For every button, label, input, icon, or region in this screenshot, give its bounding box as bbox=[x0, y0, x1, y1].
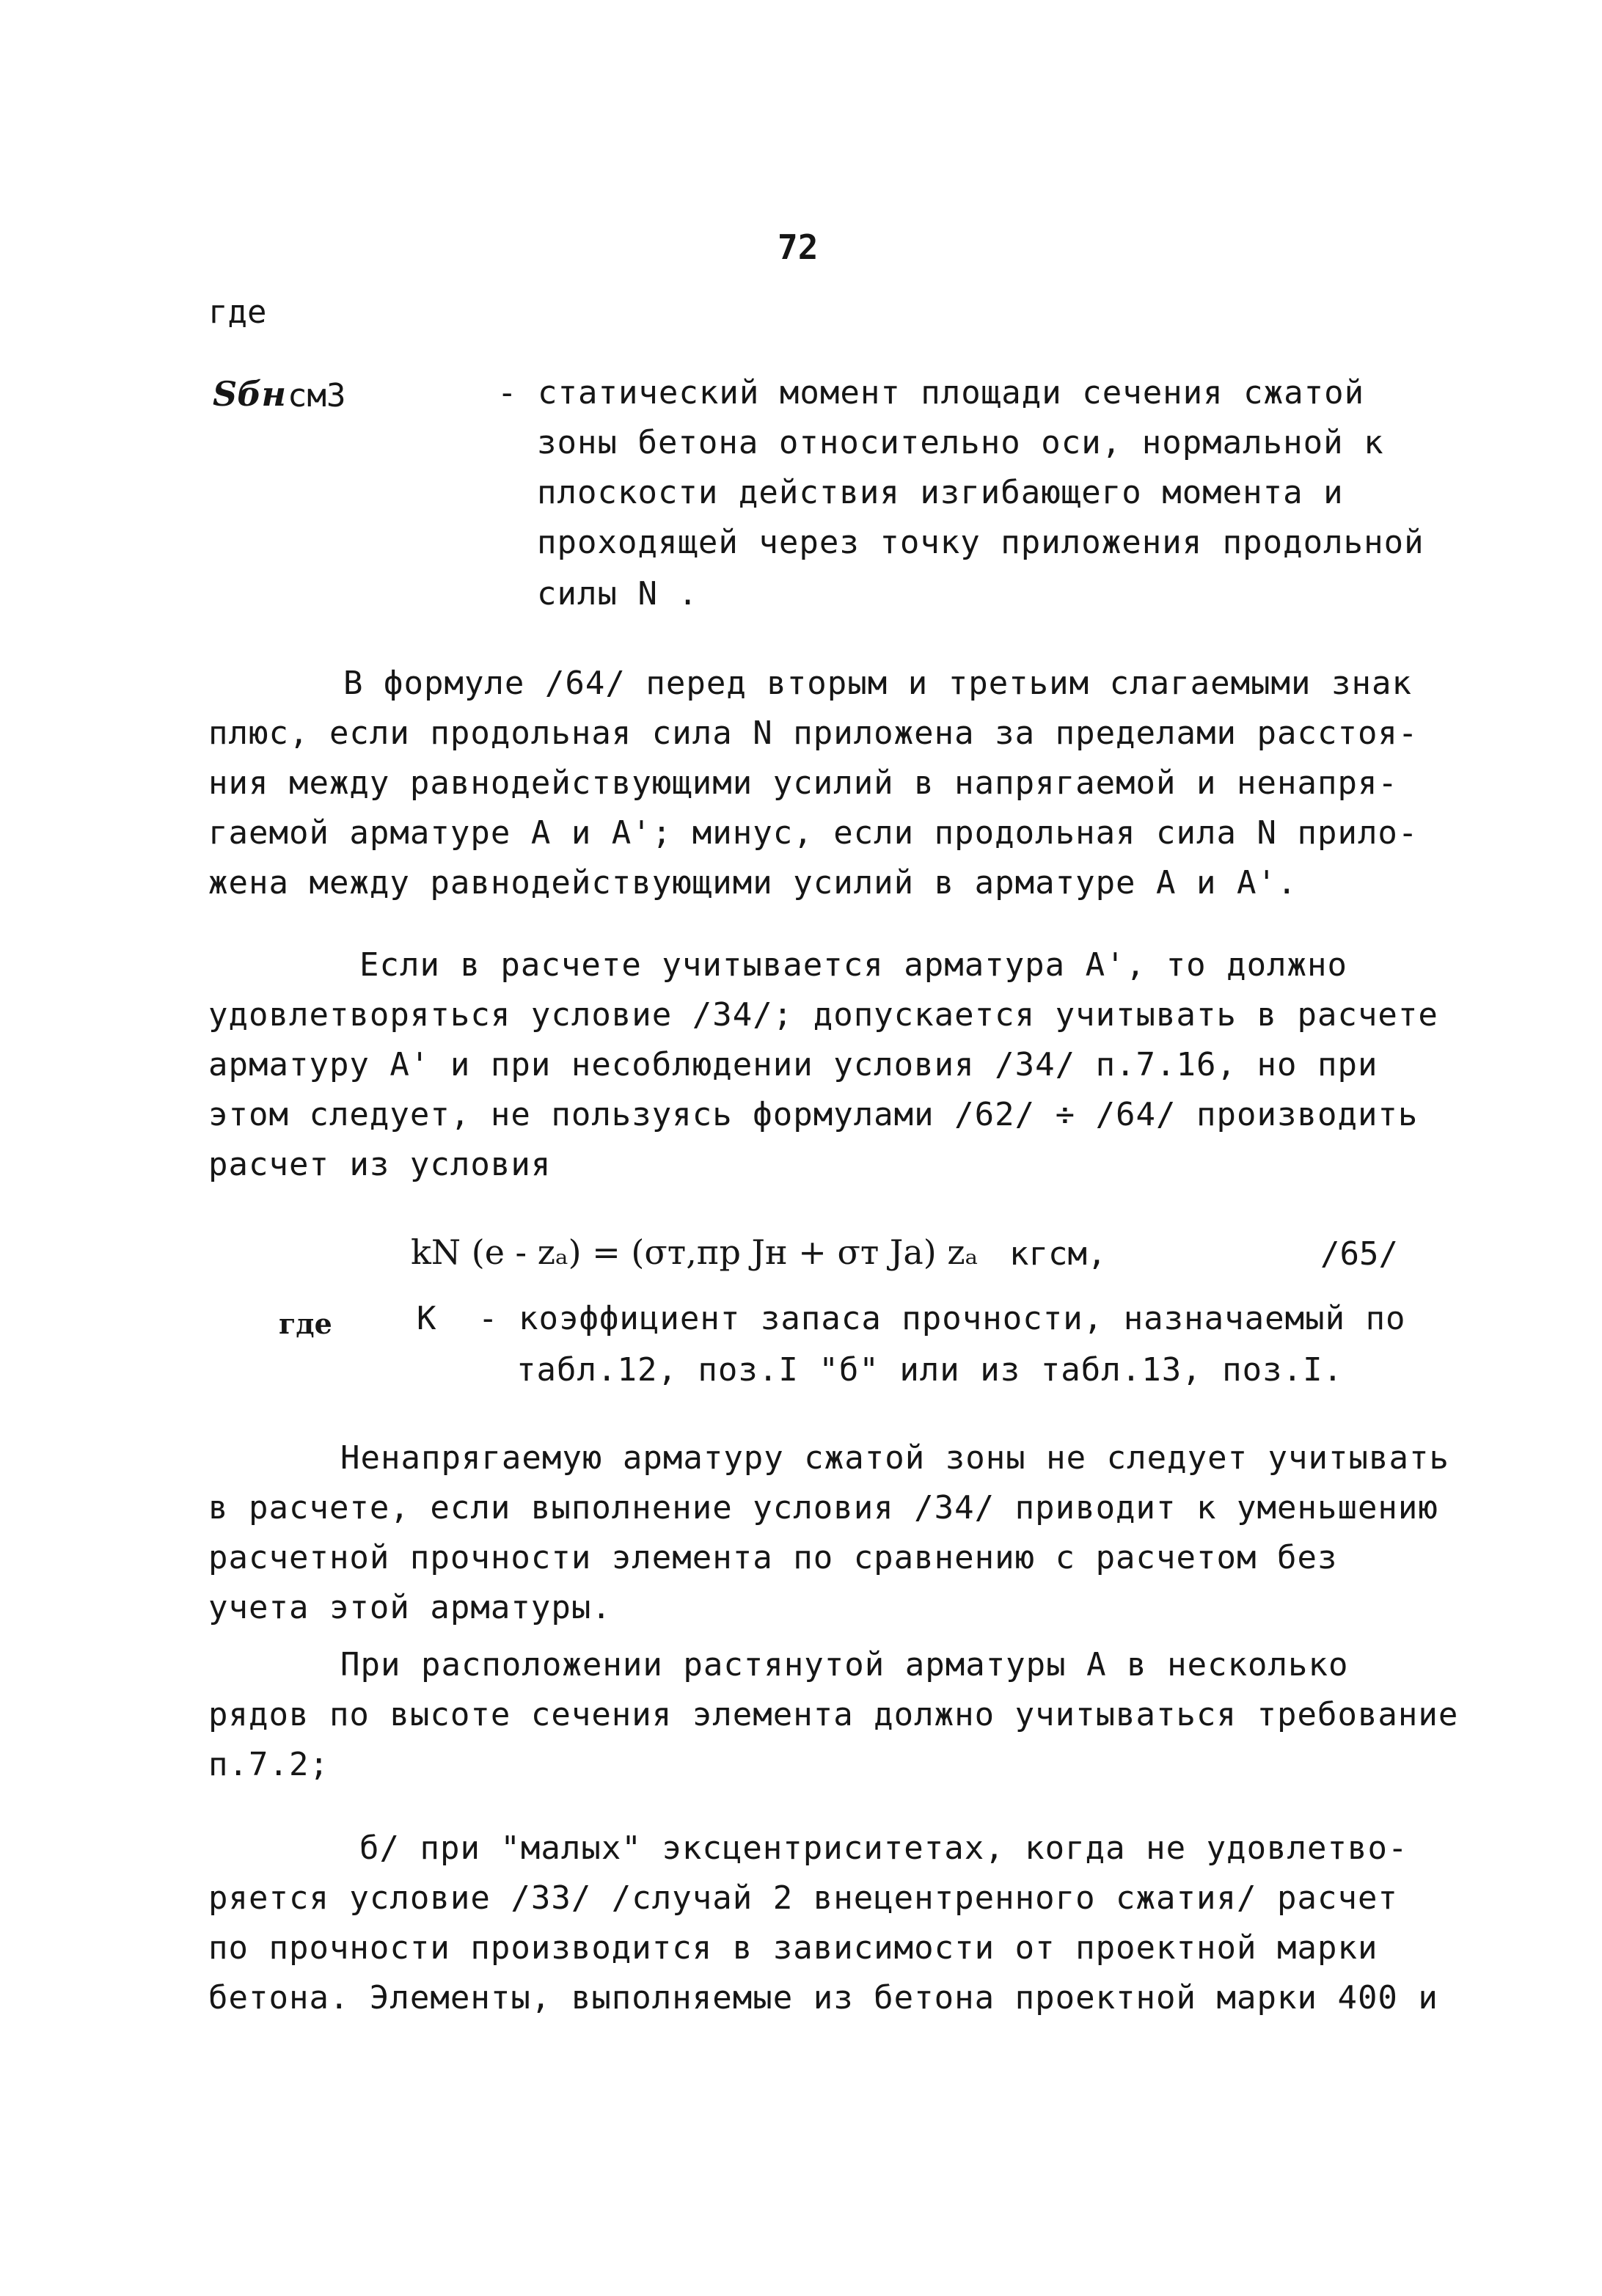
formula-number: /65/ bbox=[1320, 1235, 1398, 1273]
definition-line: проходящей через точку приложения продольной bbox=[537, 524, 1424, 561]
definition-line: - статический момент площади сечения сжатой bbox=[497, 374, 1365, 412]
definition-line: силы N . bbox=[537, 575, 698, 613]
paragraph-line: бетона. Элементы, выполняемые из бетона проектной марки 400 и bbox=[208, 1979, 1438, 2017]
paragraph-line: б/ при "малых" эксцентриситетах, когда не удовлетво- bbox=[359, 1829, 1408, 1867]
page-number: 72 bbox=[778, 227, 819, 267]
paragraph-line: учета этой арматуры. bbox=[208, 1589, 612, 1626]
formula-expression: kN (e - zₐ) = (σт,пр Jн + σт Jа) zₐ bbox=[411, 1232, 979, 1272]
symbol-s-bn: Sбн bbox=[213, 374, 286, 414]
where-line: табл.12, поз.I "б" или из табл.13, поз.I. bbox=[516, 1351, 1344, 1389]
paragraph-line: этом следует, не пользуясь формулами /62/ ÷ /64/ производить bbox=[208, 1096, 1419, 1133]
paragraph-line: рядов по высоте сечения элемента должно учитываться требование bbox=[208, 1696, 1459, 1733]
definition-line: плоскости действия изгибающего момента и bbox=[537, 474, 1344, 511]
definition-line: зоны бетона относительно оси, нормальной к bbox=[537, 424, 1384, 461]
paragraph-line: расчет из условия bbox=[208, 1146, 552, 1183]
paragraph-line: ния между равнодействующими усилий в напрягаемой и ненапря- bbox=[208, 764, 1398, 802]
symbol-k: К bbox=[417, 1300, 436, 1337]
paragraph-line: жена между равнодействующими усилий в арматуре A и A'. bbox=[208, 864, 1298, 902]
paragraph-line: арматуру A' и при несоблюдении условия /34/ п.7.16, но при bbox=[208, 1046, 1378, 1083]
paragraph-line: расчетной прочности элемента по сравнению с расчетом без bbox=[208, 1539, 1338, 1576]
paragraph-line: п.7.2; bbox=[208, 1746, 329, 1783]
paragraph-line: Если в расчете учитывается арматура A', то должно bbox=[359, 946, 1348, 984]
formula-where-word: где bbox=[279, 1307, 332, 1340]
paragraph-line: В формуле /64/ перед вторым и третьим слагаемыми знак bbox=[343, 665, 1412, 702]
paragraph-line: Ненапрягаемую арматуру сжатой зоны не следует учитывать bbox=[340, 1439, 1449, 1477]
paragraph-line: по прочности производится в зависимости от проектной марки bbox=[208, 1929, 1378, 1967]
paragraph-line: ряется условие /33/ /случай 2 внецентренного сжатия/ расчет bbox=[208, 1879, 1398, 1917]
intro-where: где bbox=[208, 293, 267, 331]
paragraph-line: При расположении растянутой арматуры A в несколько bbox=[340, 1646, 1349, 1683]
formula-unit: кгсм, bbox=[1009, 1235, 1107, 1273]
paragraph-line: гаемой арматуре A и A'; минус, если продольная сила N прило- bbox=[208, 814, 1419, 852]
paragraph-line: в расчете, если выполнение условия /34/ приводит к уменьшению bbox=[208, 1489, 1438, 1527]
paragraph-line: плюс, если продольная сила N приложена за пределами расстоя- bbox=[208, 714, 1419, 752]
symbol-unit: см3 bbox=[288, 377, 346, 414]
paragraph-line: удовлетворяться условие /34/; допускается учитывать в расчете bbox=[208, 996, 1438, 1034]
where-line: - коэффициент запаса прочности, назначаемый по bbox=[478, 1300, 1406, 1337]
